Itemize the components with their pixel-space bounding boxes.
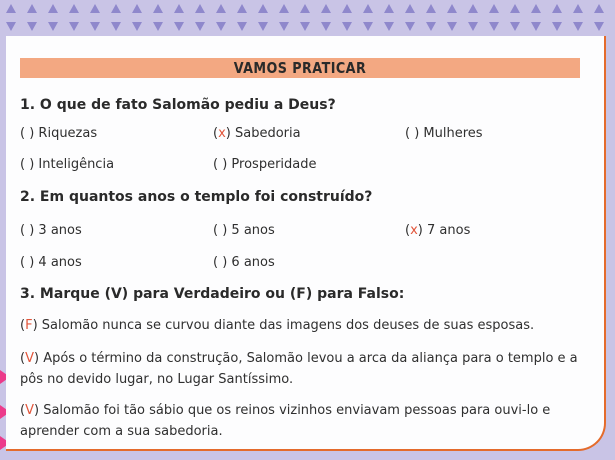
pattern-triangle-icon: [132, 22, 142, 31]
pattern-triangle-icon: [6, 22, 16, 31]
pattern-triangle-icon: [27, 22, 37, 31]
option-3-anos[interactable]: ( ) 3 anos: [20, 223, 82, 238]
pattern-triangle-icon: [489, 4, 499, 13]
pattern-triangle-icon: [48, 4, 58, 13]
pattern-triangle-icon: [90, 4, 100, 13]
statement-text: Salomão foi tão sábio que os reinos vizinhos enviavam pessoas para ouvi-lo e aprender com a sua sabedoria.: [20, 403, 551, 439]
pattern-triangle-icon: [384, 22, 394, 31]
pattern-triangle-icon: [321, 4, 331, 13]
option-label: 4 anos: [38, 255, 82, 270]
pattern-triangle-icon: [573, 4, 583, 13]
pattern-triangle-icon: [531, 22, 541, 31]
option-7-anos[interactable]: (x) 7 anos: [405, 223, 471, 238]
pattern-triangle-icon: [426, 22, 436, 31]
pattern-triangle-icon: [237, 4, 247, 13]
triangle-pattern-top: [0, 4, 615, 18]
pattern-triangle-icon: [216, 22, 226, 31]
pattern-triangle-icon: [363, 4, 373, 13]
pattern-triangle-icon: [405, 22, 415, 31]
pattern-triangle-icon: [510, 22, 520, 31]
option-4-anos[interactable]: ( ) 4 anos: [20, 255, 82, 270]
pattern-triangle-icon: [195, 4, 205, 13]
option-inteligencia[interactable]: ( ) Inteligência: [20, 157, 115, 172]
pattern-triangle-icon: [447, 4, 457, 13]
answer-mark: F: [25, 318, 33, 333]
pattern-triangle-icon: [258, 4, 268, 13]
option-6-anos[interactable]: ( ) 6 anos: [213, 255, 275, 270]
option-label: Sabedoria: [235, 126, 301, 141]
statement-text: Salomão nunca se curvou diante das imagens dos deuses de suas esposas.: [41, 318, 535, 333]
pattern-triangle-icon: [132, 4, 142, 13]
pattern-triangle-icon: [384, 4, 394, 13]
statement-1[interactable]: (F) Salomão nunca se curvou diante das imagens dos deuses de suas esposas.: [20, 318, 535, 333]
pattern-triangle-icon: [111, 4, 121, 13]
pattern-triangle-icon: [27, 4, 37, 13]
section-title-bar: [20, 58, 580, 78]
answer-mark: V: [25, 351, 34, 366]
option-label: 3 anos: [38, 223, 82, 238]
pattern-triangle-icon: [279, 4, 289, 13]
question-3-prompt: 3. Marque (V) para Verdadeiro ou (F) para Falso:: [20, 286, 405, 302]
option-mulheres[interactable]: ( ) Mulheres: [405, 126, 483, 141]
pattern-triangle-icon: [195, 22, 205, 31]
option-label: 5 anos: [231, 223, 275, 238]
section-title: VAMOS PRATICAR: [233, 59, 367, 77]
pattern-triangle-icon: [69, 4, 79, 13]
pattern-triangle-icon: [279, 22, 289, 31]
option-label: Inteligência: [38, 157, 115, 172]
pattern-triangle-icon: [468, 4, 478, 13]
option-label: Mulheres: [423, 126, 483, 141]
pattern-triangle-icon: [300, 4, 310, 13]
pattern-triangle-icon: [237, 22, 247, 31]
answer-mark: V: [25, 403, 34, 418]
pattern-triangle-icon: [426, 4, 436, 13]
answer-mark: x: [410, 223, 418, 238]
pattern-triangle-icon: [552, 4, 562, 13]
pattern-triangle-icon: [153, 4, 163, 13]
option-riquezas[interactable]: ( ) Riquezas: [20, 126, 98, 141]
pattern-triangle-icon: [468, 22, 478, 31]
option-label: 6 anos: [231, 255, 275, 270]
pattern-triangle-icon: [552, 22, 562, 31]
pattern-triangle-icon: [573, 22, 583, 31]
pattern-triangle-icon: [174, 22, 184, 31]
triangle-pattern-second: [0, 22, 615, 36]
pattern-triangle-icon: [321, 22, 331, 31]
statement-2[interactable]: (V) Após o término da construção, Salomão levou a arca da aliança para o templo e a pôs no devido lugar, no Lugar Santíssimo.: [20, 351, 578, 387]
pattern-triangle-icon: [363, 22, 373, 31]
option-label: Prosperidade: [231, 157, 317, 172]
option-prosperidade[interactable]: ( ) Prosperidade: [213, 157, 317, 172]
question-2-prompt: 2. Em quantos anos o templo foi construído?: [20, 189, 373, 205]
option-label: 7 anos: [427, 223, 471, 238]
option-5-anos[interactable]: ( ) 5 anos: [213, 223, 275, 238]
statement-text: Após o término da construção, Salomão levou a arca da aliança para o templo e a pôs no devido lugar, no Lugar Santíssimo.: [20, 351, 578, 387]
pattern-triangle-icon: [510, 4, 520, 13]
pattern-triangle-icon: [69, 22, 79, 31]
pattern-triangle-icon: [300, 22, 310, 31]
pattern-triangle-icon: [174, 4, 184, 13]
pattern-triangle-icon: [258, 22, 268, 31]
pattern-triangle-icon: [405, 4, 415, 13]
pattern-triangle-icon: [594, 4, 604, 13]
pattern-triangle-icon: [111, 22, 121, 31]
pattern-triangle-icon: [489, 22, 499, 31]
statement-3[interactable]: (V) Salomão foi tão sábio que os reinos vizinhos enviavam pessoas para ouvi-lo e aprender com a sua sabedoria.: [20, 403, 551, 439]
pattern-triangle-icon: [6, 4, 16, 13]
pattern-triangle-icon: [342, 22, 352, 31]
pattern-triangle-icon: [90, 22, 100, 31]
pattern-triangle-icon: [342, 4, 352, 13]
pattern-triangle-icon: [594, 22, 604, 31]
pattern-triangle-icon: [153, 22, 163, 31]
option-label: Riquezas: [38, 126, 98, 141]
pattern-triangle-icon: [48, 22, 58, 31]
pattern-triangle-icon: [216, 4, 226, 13]
option-sabedoria[interactable]: (x) Sabedoria: [213, 126, 301, 141]
question-1-prompt: 1. O que de fato Salomão pediu a Deus?: [20, 97, 336, 113]
pattern-triangle-icon: [531, 4, 541, 13]
answer-mark: x: [218, 126, 226, 141]
pattern-triangle-icon: [447, 22, 457, 31]
